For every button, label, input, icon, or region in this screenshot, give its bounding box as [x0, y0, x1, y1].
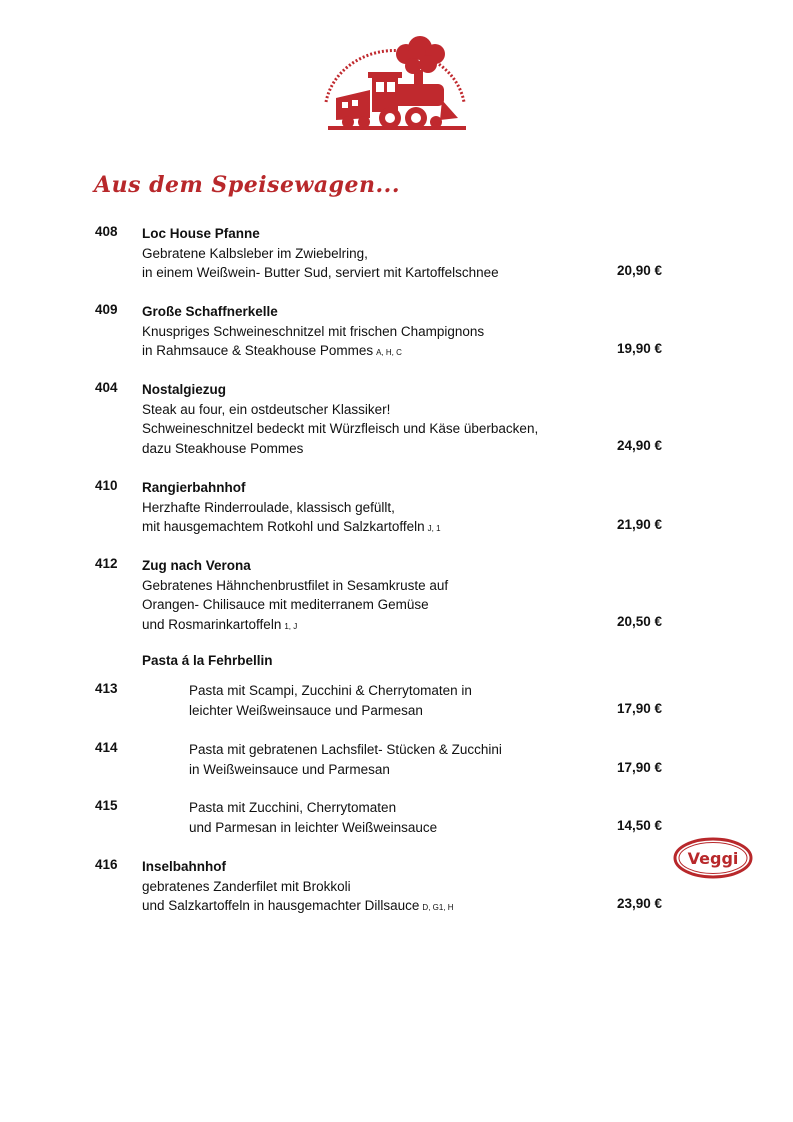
allergen-codes: J, 1 — [427, 524, 441, 533]
item-price: 17,90 € — [616, 700, 662, 716]
item-price: 21,90 € — [616, 517, 662, 532]
item-price: 24,90 € — [616, 438, 662, 453]
allergen-codes: D, G1, H — [422, 903, 454, 912]
item-number: 404 — [95, 380, 118, 395]
item-price: 14,50 € — [616, 817, 662, 833]
item-price: 17,90 € — [616, 759, 662, 775]
item-description: Pasta mit Zucchini, Cherrytomaten — [189, 800, 397, 815]
item-description: in Rahmsauce & Steakhouse Pommes — [142, 343, 374, 358]
item-price: 19,90 € — [616, 341, 662, 356]
item-description: Herzhafte Rinderroulade, klassisch gefüllt, — [142, 499, 395, 515]
item-description: leichter Weißweinsauce und Parmesan — [189, 702, 423, 718]
item-number: 408 — [95, 224, 118, 239]
allergen-codes: A, H, C — [376, 348, 402, 357]
item-name: Nostalgiezug — [142, 382, 227, 397]
item-name: Zug nach Verona — [142, 558, 251, 573]
item-price: 20,90 € — [616, 263, 662, 278]
item-name: Große Schaffnerkelle — [142, 304, 278, 319]
item-description: gebratenes Zanderfilet mit Brokkoli — [142, 878, 351, 894]
item-description: dazu Steakhouse Pommes — [142, 440, 304, 456]
item-description: Pasta mit gebratenen Lachsfilet- Stücken & Zucchini — [189, 742, 502, 757]
item-description: und Rosmarinkartoffeln — [142, 616, 282, 632]
item-description: Gebratenes Hähnchenbrustfilet in Sesamkruste auf — [142, 577, 449, 593]
item-description: in Weißweinsauce und Parmesan — [189, 761, 390, 777]
item-price: 20,50 € — [616, 614, 662, 629]
veggi-badge — [672, 835, 754, 881]
item-name: Loc House Pfanne — [142, 226, 260, 241]
item-number: 414 — [95, 740, 118, 755]
item-number: 410 — [95, 478, 118, 493]
item-description: Orangen- Chilisauce mit mediterranem Gemüse — [142, 597, 429, 612]
item-description: mit hausgemachtem Rotkohl und Salzkartoffeln — [142, 519, 425, 534]
item-description: und Parmesan in leichter Weißweinsauce — [189, 819, 438, 835]
item-number: 416 — [95, 857, 118, 872]
section-title: Aus dem Speisewagen... — [94, 172, 400, 198]
item-description: Pasta mit Scampi, Zucchini & Cherrytomaten in — [189, 683, 472, 698]
item-description: Knuspriges Schweineschnitzel mit frischen Champignons — [142, 323, 485, 339]
item-description: in einem Weißwein- Butter Sud, serviert mit Kartoffelschnee — [142, 265, 499, 280]
item-number: 413 — [95, 681, 118, 696]
item-description: und Salzkartoffeln in hausgemachter Dillsauce — [142, 898, 420, 913]
pasta-heading: Pasta á la Fehrbellin — [142, 653, 273, 668]
allergen-codes: 1, J — [284, 621, 298, 631]
item-description: Schweineschnitzel bedeckt mit Würzfleisch und Käse überbacken, — [142, 421, 539, 436]
item-name: Rangierbahnhof — [142, 480, 246, 495]
item-description: Gebratene Kalbsleber im Zwiebelring, — [142, 245, 368, 261]
item-description: Steak au four, ein ostdeutscher Klassiker! — [142, 401, 391, 417]
item-number: 415 — [95, 798, 118, 813]
steam-locomotive-icon — [318, 32, 472, 136]
item-price: 23,90 € — [616, 896, 662, 911]
veggi-label: Veggi — [687, 849, 739, 868]
item-name: Inselbahnhof — [142, 859, 226, 874]
item-number: 412 — [95, 556, 118, 571]
item-number: 409 — [95, 302, 118, 317]
